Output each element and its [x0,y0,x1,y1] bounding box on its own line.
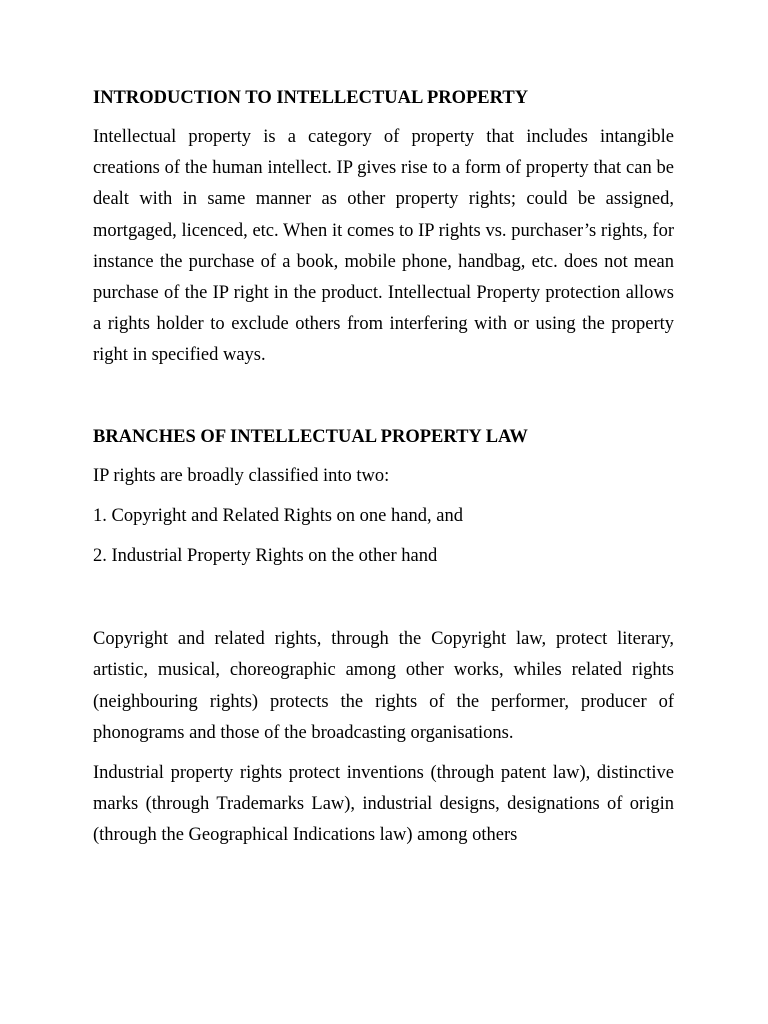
document-page [93,84,674,852]
list-item-industrial: 2. Industrial Property Rights on the other hand [93,546,438,567]
paragraph-classification-intro: IP rights are broadly classified into two: [93,465,390,486]
paragraph-introduction: Intellectual property is a category of property that includes intangible creations of the human intellect. IP gives rise to a form of property that can be dealt with in same manner as other property rights; could be assigned, mortgaged, licenced, etc. When it comes to IP rights vs. purchaser’s rights, for instance the purchase of a book, mobile phone, handbag, etc. does not mean purchase of the IP right in the product. Intellectual Property protection allows a rights holder to exclude others from interfering with or using the property right in specified ways. [93,127,674,366]
section-heading-branches: BRANCHES OF INTELLECTUAL PROPERTY LAW [93,426,528,447]
paragraph-industrial-rights: Industrial property rights protect inventions (through patent law), distinctive marks (through Trademarks Law), industrial designs, designations of origin (through the Geographical Indications law) among others [93,763,674,846]
list-item-copyright: 1. Copyright and Related Rights on one hand, and [93,505,463,526]
paragraph-copyright-rights: Copyright and related rights, through the Copyright law, protect literary, artistic, musical, choreographic among other works, whiles related rights (neighbouring rights) protects the rights of the performer, producer of phonograms and those of the broadcasting organisations. [93,629,674,743]
section-heading-introduction: INTRODUCTION TO INTELLECTUAL PROPERTY [93,88,529,108]
